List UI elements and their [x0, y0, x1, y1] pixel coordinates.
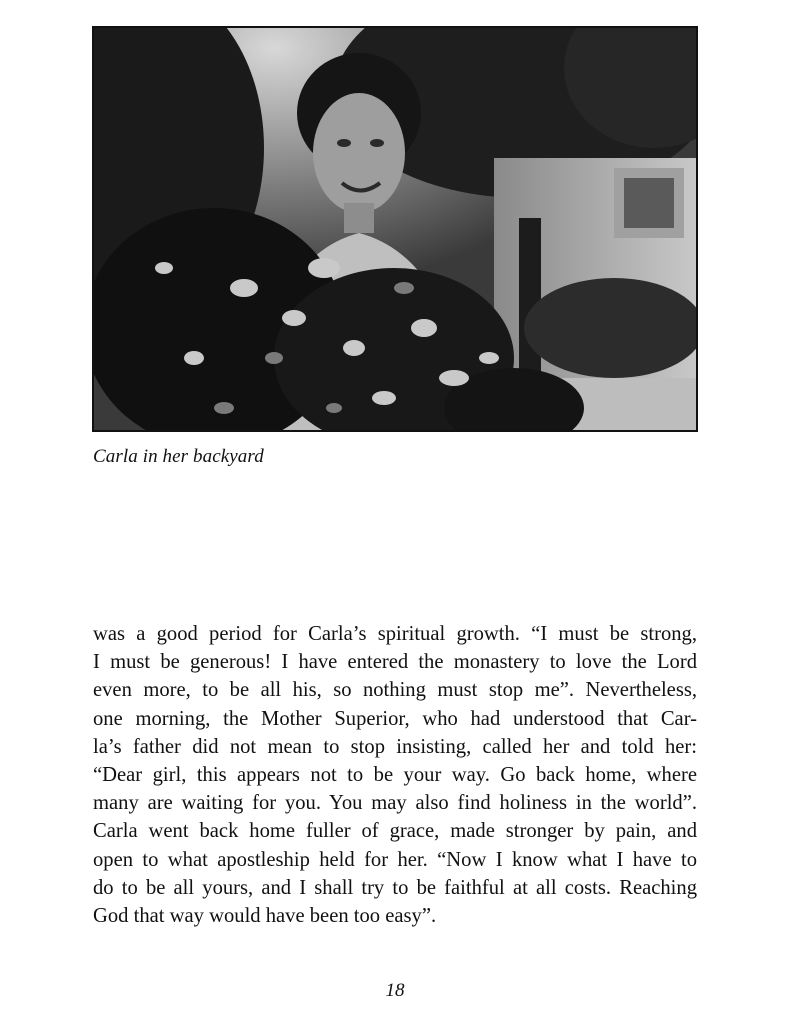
text-line: do to be all yours, and I shall try to be faithful at all costs. Reaching	[93, 876, 697, 899]
photo-carla-backyard	[94, 28, 696, 430]
text-line: one morning, the Mother Superior, who had understood that Car-	[93, 707, 697, 730]
text-line: open to what apostleship held for her. “Now I know what I have to	[93, 848, 697, 871]
text-line: Carla went back home fuller of grace, made stronger by pain, and	[93, 820, 697, 843]
text-line: I must be generous! I have entered the monastery to love the Lord	[93, 651, 697, 674]
photograph	[92, 26, 698, 432]
page-number: 18	[385, 980, 405, 1001]
text-line: was a good period for Carla’s spiritual growth. “I must be strong,	[93, 623, 697, 645]
text-line: “Dear girl, this appears not to be your way. Go back home, where	[93, 764, 697, 787]
text-line: many are waiting for you. You may also find holiness in the world”.	[93, 792, 697, 815]
photo-caption: Carla in her backyard	[93, 446, 264, 467]
text-line: God that way would have been too easy”.	[93, 905, 437, 928]
body-paragraph	[93, 620, 697, 930]
text-line: even more, to be all his, so nothing must stop me”. Nevertheless,	[93, 679, 697, 702]
text-line: la’s father did not mean to stop insisting, called her and told her:	[93, 735, 697, 758]
